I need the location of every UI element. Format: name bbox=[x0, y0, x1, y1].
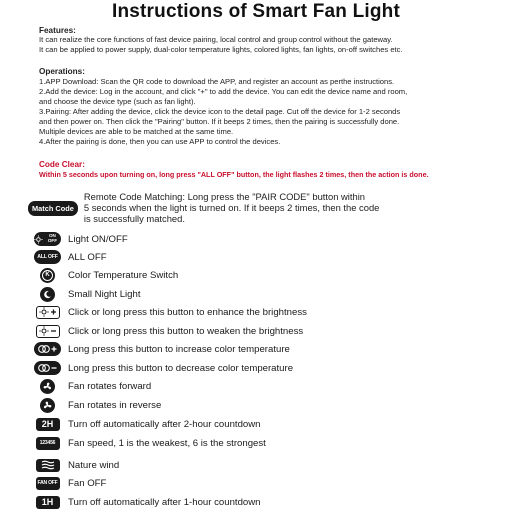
legend-row-color-temperature bbox=[34, 267, 178, 283]
rings-minus-icon bbox=[37, 363, 59, 373]
legend-label: Color Temperature Switch bbox=[68, 269, 179, 281]
legend-row-color-temp-down bbox=[34, 360, 293, 376]
legend-label: Click or long press this button to weaken the brightness bbox=[68, 325, 304, 337]
legend-row-brightness-down bbox=[34, 323, 303, 339]
legend-label: Light ON/OFF bbox=[68, 233, 128, 245]
legend-label: Long press this button to increase color temperature bbox=[68, 343, 290, 355]
operations-line: 4.After the pairing is done, then you can use APP to control the devices. bbox=[39, 137, 281, 146]
legend-label: Long press this button to decrease color temperature bbox=[68, 362, 294, 374]
all-off-icon: ALL OFF bbox=[34, 250, 61, 264]
operations-line: 3.Pairing: After adding the device, click the device icon to the detail page. Cut off the device for 1-2 seconds bbox=[39, 107, 401, 116]
legend-label: Turn off automatically after 2-hour countdown bbox=[68, 418, 261, 430]
legend-label: ALL OFF bbox=[68, 251, 107, 263]
fan-off-icon: FAN OFF bbox=[36, 477, 60, 490]
legend-row-fan-forward bbox=[34, 378, 151, 394]
legend-label: Fan OFF bbox=[68, 477, 107, 489]
legend-row-brightness-up bbox=[34, 304, 307, 320]
legend-row-timer-1h bbox=[34, 494, 261, 510]
code-clear-line: Within 5 seconds upon turning on, long press "ALL OFF" button, the light flashes 2 times, then the action is done. bbox=[39, 170, 429, 179]
legend-row-fan-off bbox=[34, 475, 106, 491]
color-temperature-icon bbox=[40, 268, 55, 283]
sun-plus-icon bbox=[38, 307, 58, 317]
rings-plus-icon bbox=[37, 344, 59, 354]
remote-matching-line: 5 seconds when the light is turned on. If it beeps 2 times, then the code bbox=[83, 202, 380, 213]
legend-row-night-light bbox=[34, 286, 141, 302]
legend-row-all-off bbox=[34, 249, 107, 265]
fan-reverse-glyph-icon bbox=[42, 400, 53, 411]
fan-forward-icon bbox=[40, 379, 55, 394]
features-line: It can realize the core functions of fast device pairing, local control and group control without the gateway. bbox=[39, 35, 393, 44]
light-on-off-icon bbox=[34, 232, 61, 246]
legend-row-light-on-off bbox=[34, 231, 128, 247]
fan-icon bbox=[42, 381, 53, 392]
operations-line: 1.APP Download: Scan the QR code to download the APP, and register an account as perthe instructions. bbox=[39, 77, 395, 86]
color-temp-up-icon bbox=[34, 342, 61, 356]
sun-minus-icon bbox=[38, 326, 58, 336]
operations-heading: Operations: bbox=[39, 67, 85, 76]
legend-label: Fan rotates forward bbox=[68, 380, 152, 392]
legend-label: Turn off automatically after 1-hour countdown bbox=[68, 496, 261, 508]
code-clear-heading: Code Clear: bbox=[39, 160, 85, 169]
operations-line: and choose the device type (such as fan light). bbox=[39, 97, 196, 106]
color-temp-down-icon bbox=[34, 361, 61, 375]
features-heading: Features: bbox=[39, 26, 76, 35]
legend-row-timer-2h bbox=[34, 416, 261, 432]
legend-row-nature-wind bbox=[34, 457, 119, 473]
brightness-down-icon bbox=[36, 325, 60, 338]
match-code-icon: Match Code bbox=[28, 201, 78, 216]
page-title: Instructions of Smart Fan Light bbox=[111, 1, 401, 22]
operations-line: and then power on. Then click the "Pairing" button. If it beeps 2 times, then the pairing is successfully done. bbox=[39, 117, 400, 126]
sun-icon bbox=[34, 235, 43, 244]
legend-row-color-temp-up bbox=[34, 341, 290, 357]
remote-matching-line: is successfully matched. bbox=[83, 213, 185, 224]
nature-wind-icon bbox=[36, 459, 60, 472]
legend-row-fan-speed bbox=[34, 435, 266, 451]
legend-label: Fan rotates in reverse bbox=[68, 399, 162, 411]
features-line: It can be applied to power supply, dual-color temperature lights, colored lights, fan lights, on-off switches etc. bbox=[39, 45, 403, 54]
remote-matching-block bbox=[28, 191, 379, 224]
fan-speed-icon: 123456 bbox=[36, 437, 60, 450]
legend-label: Click or long press this button to enhance the brightness bbox=[68, 306, 307, 318]
timer-2h-icon: 2H bbox=[36, 418, 60, 431]
light-on-off-icon-text: ON OFF bbox=[47, 233, 58, 243]
moon-icon bbox=[43, 290, 52, 299]
legend-label: Small Night Light bbox=[68, 288, 141, 300]
color-temperature-icon-text: K bbox=[42, 270, 53, 281]
remote-matching-text bbox=[84, 191, 380, 224]
legend-label: Nature wind bbox=[68, 459, 120, 471]
legend-row-fan-reverse bbox=[34, 397, 161, 413]
wind-waves-icon bbox=[41, 460, 55, 470]
remote-matching-line: Remote Code Matching: Long press the "PAIR CODE" button within bbox=[83, 191, 365, 202]
brightness-up-icon bbox=[36, 306, 60, 319]
operations-line: Multiple devices are able to be matched at the same time. bbox=[39, 127, 234, 136]
operations-line: 2.Add the device: Log in the account, and click "+" to add the device. You can edit the device name and room, bbox=[39, 87, 408, 96]
fan-reverse-icon bbox=[40, 398, 55, 413]
night-light-icon bbox=[40, 287, 55, 302]
timer-1h-icon: 1H bbox=[36, 496, 60, 509]
legend-label: Fan speed, 1 is the weakest, 6 is the strongest bbox=[68, 437, 266, 449]
